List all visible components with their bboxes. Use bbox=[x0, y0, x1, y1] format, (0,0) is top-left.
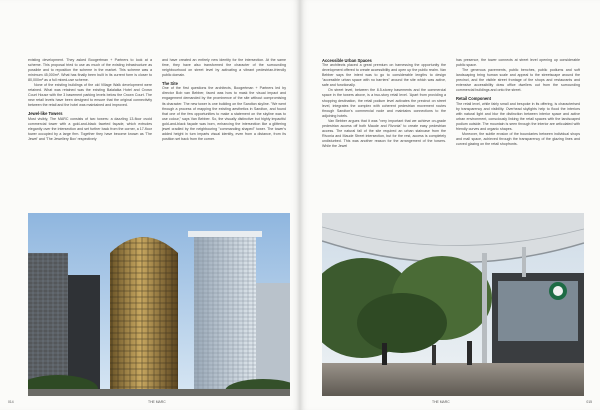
paragraph: On street level, between the 8.5-storey basements and the commercial space in the towers above, is a two-story retail level. 'Apart from providing a shopping destination, the retail podium level activates the precinct on street level, integrates the complex with coherent pedestrian movement routes through Sandton's commercial node and maintains connections to the adjoining hotels. bbox=[322, 88, 446, 118]
page-number: 015 bbox=[586, 400, 592, 404]
right-column-1 bbox=[322, 58, 446, 149]
left-text-columns bbox=[28, 58, 286, 142]
paragraph: The retail level, while fairly small and bespoke in its offering, is characterised by transparency and visibility. Overhead skylights help to flood the interiors with natural light and blur the distinction between interior space and active urban environment, consciously linking the retail spaces with the landscaped podium outside. The mountain is seen through the interior are articulated with friendly curves and organic shapes. bbox=[456, 101, 580, 131]
section-heading: Jewel-like Towers bbox=[28, 111, 63, 117]
paragraph: One of the first questions the architects, Boogertman + Partners led by director Bob van Bebber, faced was how to mask the visual impact and engagement demanded by the prominence of the site without compromising its character. The new tower is one building on the Sandton skyline. "We went through a process of mapping the existing aesthetics in Sandton, and found that one of the few opportunities to make a statement on the skyline was to use colour," says Van Bebber. So, the visually distinctive but highly impactful gold-and-black façade was born, enhancing the intersection like a glittering jewel cradled by the neighbouring "commanding shaped" tower. The tower's added height in turn imparts visual identity, even from a distance, from its position set back from the corner. bbox=[162, 86, 286, 141]
interior-photo bbox=[322, 213, 584, 396]
right-column-2 bbox=[456, 58, 580, 149]
tower-photo bbox=[28, 213, 290, 396]
paragraph: Van Bebber argues that it was "very important that we achieve on-grade pedestrian access off both Maude and Rivonia" to create easy pedestrian access. The natural fall of the site required an urban staircase from the Rivonia and Maude Street intersection, but for the rest, access is completely undisturbed. This was another reason for the arrangement of the towers. While the Jewel bbox=[322, 118, 446, 148]
page-number: 014 bbox=[8, 400, 14, 404]
paragraph: Moreover, the subtle erosion of the boundaries between individual shops and mall space, achieved through the transparency of the glazing lines and curved glazing on the retail shopfronts. bbox=[456, 131, 580, 146]
paragraph: has presence, the tower connects at street level opening up considerable public space. bbox=[456, 58, 580, 68]
paragraph: Most visibly, The MARC consists of two towers: a dazzling 13-floor ovoid commercial tower with a gold-and-black faceted façade, which extrudes elegantly over the intersection and set further back from the corner, a 17-floor tower occupied by a large firm. Together they have become known as 'The Jewel' and 'The Jewellery Box' respectively bbox=[28, 116, 152, 141]
left-column-2 bbox=[162, 58, 286, 142]
tower-photo-illustration bbox=[28, 213, 290, 396]
interior-photo-illustration bbox=[322, 213, 584, 396]
left-column-1 bbox=[28, 58, 152, 142]
right-text-columns bbox=[322, 58, 584, 149]
running-title: THE MARC bbox=[432, 400, 450, 404]
running-title: THE MARC bbox=[148, 400, 166, 404]
section-heading: The Site bbox=[162, 81, 178, 87]
section-heading: Accessible Urban Spaces bbox=[322, 58, 372, 63]
section-heading: Retail Component bbox=[456, 96, 492, 102]
paragraph: The architects placed a great premium on harnessing the opportunity the development offered to create accessibility and open up the public realm. Van Bebber says the intent was to go to considerable lengths to design "accessible urban space with no barriers" around the site which was active, safe and functionally. bbox=[322, 63, 446, 88]
right-page bbox=[300, 0, 600, 410]
paragraph: and have created an entirely new identity for the intersection. At the same time, they have also transformed the character of the surrounding neighbourhood on street level by activating a vibrant pedestrian-friendly public domain. bbox=[162, 58, 286, 78]
paragraph: The generous pavements, public benches, public podiums and soft landscaping bring human scale and appeal to the streetscape around the precinct, and the visible street frontage of the shops and restaurants and extensive accessibility draw office dwellers out from the surrounding commercial buildings and onto the street. bbox=[456, 68, 580, 93]
paragraph: existing development. They asked Boogertman + Partners to look at a scheme. This proposal tried to use as much of the existing infrastructure as possible and to reposition the scheme in the market. This scheme was a minimum 45,000m². What has finally been built in its current form is closer to 80,000m² as a full mixed-use scheme. bbox=[28, 58, 152, 83]
paragraph: None of the existing buildings of the old Village Walk development were retained. What was retained was the existing Balalaika Hotel and Crown Court House with the 3 basement parking levels below the Crown Court. The new retail levels have been designed to ensure that the original connectivity between the retail and the hotel was maintained and improved. bbox=[28, 83, 152, 108]
